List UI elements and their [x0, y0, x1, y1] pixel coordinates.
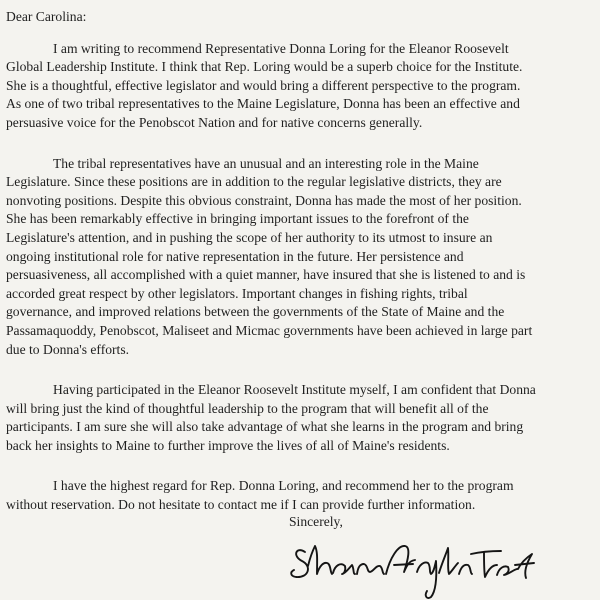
paragraph-line: governance, and improved relations between the governments of the State of Maine and the: [6, 304, 505, 320]
paragraph-line: nonvoting positions. Despite this obvious constraint, Donna has made the most of her position.: [6, 192, 522, 208]
paragraph-line: persuasive voice for the Penobscot Nation and for native concerns generally.: [6, 114, 423, 130]
paragraph-line: She has been remarkably effective in bringing important issues to the forefront of the: [6, 211, 469, 227]
paragraph-line: participants. I am sure she will also take advantage of what she learns in the program and bring: [6, 419, 524, 435]
paragraph-line: back her insights to Maine to further improve the lives of all of Maine's residents.: [6, 437, 450, 453]
handwritten-signature: [288, 534, 538, 600]
salutation: Dear Carolina:: [6, 9, 87, 24]
paragraph-2: [6, 155, 600, 360]
paragraph-1: [6, 40, 600, 133]
paragraph-line: Legislature's attention, and in pushing the scope of her authority to its utmost to insure an: [6, 229, 493, 245]
paragraph-line: She is a thoughtful, effective legislator and would bring a different perspective to the program.: [6, 77, 521, 93]
paragraph-line: I am writing to recommend Representative Donna Loring for the Eleanor Roosevelt: [53, 40, 509, 56]
paragraph-line: accorded great respect by other legislators. Important changes in fishing rights, tribal: [6, 285, 468, 301]
paragraph-line: The tribal representatives have an unusual and an interesting role in the Maine: [53, 155, 479, 171]
paragraph-4: [6, 477, 600, 514]
paragraph-line: Passamaquoddy, Penobscot, Maliseet and Micmac governments have been achieved in large part: [6, 322, 533, 338]
paragraph-line: ongoing institutional role for native representation in the future. Her persistence and: [6, 248, 464, 264]
paragraph-line: due to Donna's efforts.: [6, 341, 130, 357]
paragraph-line: Legislature. Since these positions are in addition to the regular legislative districts, they are: [6, 174, 502, 190]
paragraph-line: persuasiveness, all accomplished with a quiet manner, have insured that she is listened to and is: [6, 267, 526, 283]
closing: Sincerely,: [289, 514, 343, 529]
letter-body: [6, 8, 600, 537]
paragraph-line: will bring just the kind of thoughtful leadership to the program that will benefit all of the: [6, 400, 489, 416]
paragraph-line: without reservation. Do not hesitate to contact me if I can provide further information.: [6, 497, 476, 513]
paragraph-line: As one of two tribal representatives to the Maine Legislature, Donna has been an effective and: [6, 96, 520, 112]
paragraph-line: I have the highest regard for Rep. Donna Loring, and recommend her to the program: [53, 478, 514, 494]
paragraph-line: Having participated in the Eleanor Roosevelt Institute myself, I am confident that Donna: [53, 382, 536, 398]
paragraph-3: [6, 381, 600, 455]
paragraph-line: Global Leadership Institute. I think that Rep. Loring would be a superb choice for the Institute.: [6, 59, 523, 75]
